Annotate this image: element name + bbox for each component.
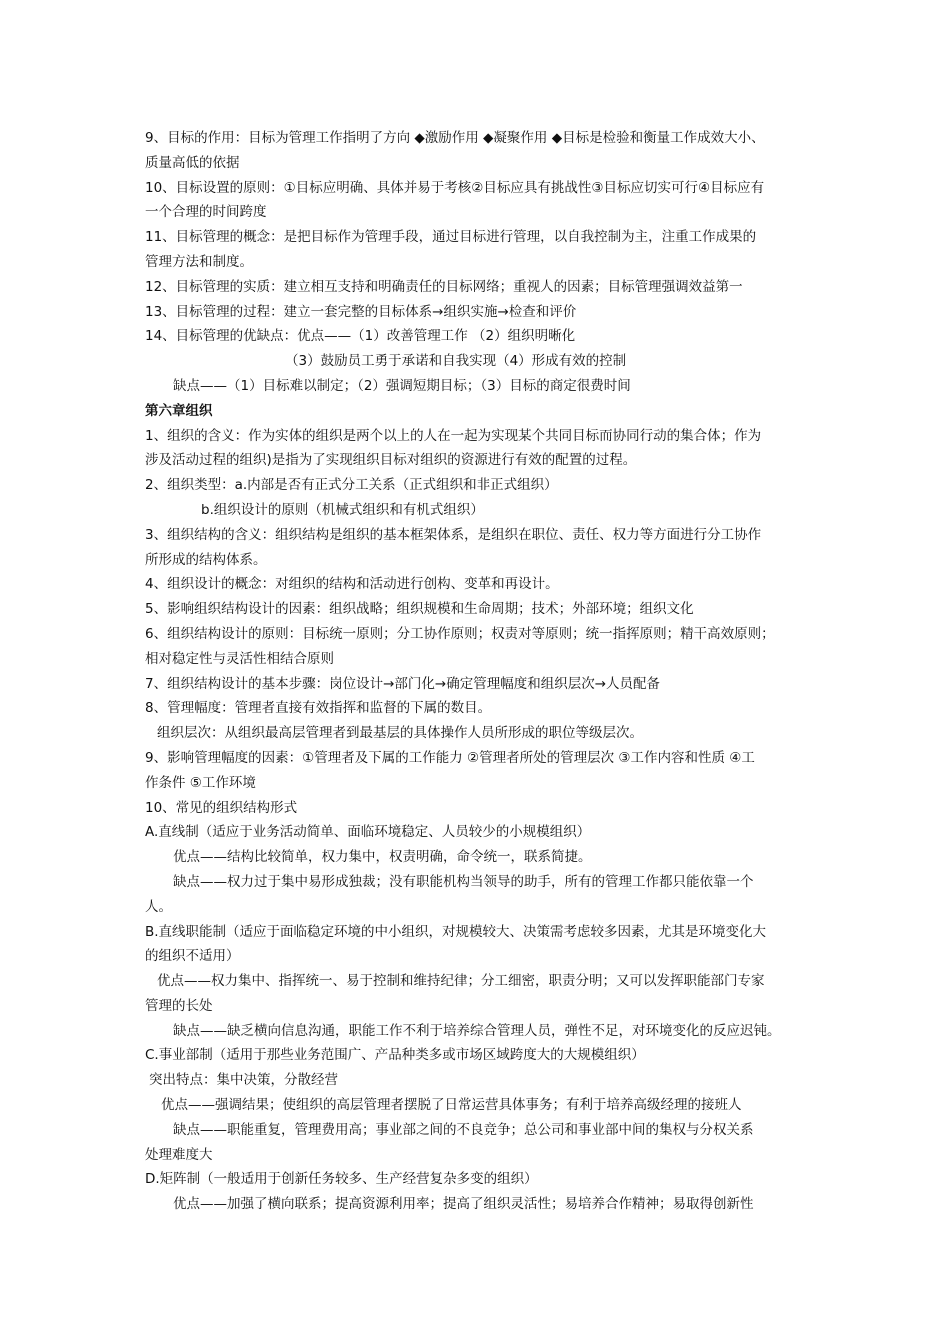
text-line: D.矩阵制（一般适用于创新任务较多、生产经营复杂多变的组织） (145, 1171, 538, 1188)
text-line: 优点——强调结果；使组织的高层管理者摆脱了日常运营具体事务；有利于培养高级经理的接班人 (161, 1097, 742, 1114)
text-line: 突出特点：集中决策，分散经营 (149, 1072, 338, 1089)
text-line: A.直线制（适应于业务活动简单、面临环境稳定、人员较少的小规模组织） (145, 824, 591, 841)
text-line: 管理方法和制度。 (145, 253, 253, 270)
text-line: 所形成的结构体系。 (145, 551, 267, 568)
text-line: 14、目标管理的优缺点：优点——（1）改善管理工作 （2）组织明晰化 (145, 328, 576, 345)
text-line: 2、组织类型：a.内部是否有正式分工关系（正式组织和非正式组织） (145, 477, 558, 494)
text-line: 12、目标管理的实质：建立相互支持和明确责任的目标网络；重视人的因素；目标管理强调效益第一 (145, 278, 743, 295)
text-line: B.直线职能制（适应于面临稳定环境的中小组织，对规模较大、决策需考虑较多因素，尤其是环境变化大 (145, 923, 767, 940)
text-line: 1、组织的含义：作为实体的组织是两个以上的人在一起为实现某个共同目标而协同行动的集合体；作为 (145, 427, 762, 444)
text-line: 9、影响管理幅度的因素：①管理者及下属的工作能力 ②管理者所处的管理层次 ③工作内容和性质 ④工 (145, 749, 755, 766)
text-line: 的组织不适用） (145, 948, 240, 965)
text-line: 优点——加强了横向联系；提高资源利用率；提高了组织灵活性；易培养合作精神；易取得创新性 (173, 1196, 754, 1213)
text-line: 人。 (145, 898, 172, 915)
text-line: 处理难度大 (145, 1146, 213, 1163)
text-line: 6、组织结构设计的原则：目标统一原则；分工协作原则；权责对等原则；统一指挥原则；精干高效原则； (145, 625, 775, 642)
text-line: 10、常见的组织结构形式 (145, 799, 298, 816)
text-line: 13、目标管理的过程：建立一套完整的目标体系→组织实施→检查和评价 (145, 303, 577, 320)
text-line: 涉及活动过程的组织)是指为了实现组织目标对组织的资源进行有效的配置的过程。 (145, 452, 637, 469)
text-line: 9、目标的作用：目标为管理工作指明了方向 ◆激励作用 ◆凝聚作用 ◆目标是检验和衡量工作成效大小、 (145, 130, 765, 146)
document-body (145, 126, 825, 1217)
text-line: 11、目标管理的概念：是把目标作为管理手段，通过目标进行管理，以自我控制为主，注重工作成果的 (145, 229, 757, 246)
text-line: 一个合理的时间跨度 (145, 204, 267, 221)
text-line: 8、管理幅度：管理者直接有效指挥和监督的下属的数目。 (145, 700, 492, 717)
text-line: 作条件 ⑤工作环境 (145, 774, 256, 791)
text-line: 缺点——权力过于集中易形成独裁；没有职能机构当领导的助手，所有的管理工作都只能依靠一个 (173, 873, 754, 890)
text-line: b.组织设计的原则（机械式组织和有机式组织） (201, 501, 484, 518)
text-line: 4、组织设计的概念：对组织的结构和活动进行创构、变革和再设计。 (145, 576, 559, 593)
text-line: （3）鼓励员工勇于承诺和自我实现（4）形成有效的控制 (285, 353, 627, 370)
text-line: 缺点——职能重复，管理费用高；事业部之间的不良竞争；总公司和事业部中间的集权与分权关系 (173, 1121, 754, 1138)
text-line: 质量高低的依据 (145, 154, 240, 171)
text-line: 缺点——（1）目标难以制定；（2）强调短期目标；（3）目标的商定很费时间 (173, 377, 631, 394)
text-line: 缺点——缺乏横向信息沟通，职能工作不利于培养综合管理人员，弹性不足，对环境变化的反应迟钝。 (173, 1022, 781, 1039)
chapter-heading: 第六章组织 (145, 402, 213, 419)
text-line: 优点——权力集中、指挥统一、易于控制和维持纪律；分工细密，职责分明；又可以发挥职能部门专家 (157, 973, 765, 990)
text-line: 3、组织结构的含义：组织结构是组织的基本框架体系，是组织在职位、责任、权力等方面进行分工协作 (145, 526, 762, 543)
text-line: 相对稳定性与灵活性相结合原则 (145, 650, 334, 667)
text-line: 7、组织结构设计的基本步骤：岗位设计→部门化→确定管理幅度和组织层次→人员配备 (145, 675, 661, 692)
text-line: 5、影响组织结构设计的因素：组织战略；组织规模和生命周期；技术；外部环境；组织文化 (145, 601, 694, 618)
text-line: 管理的长处 (145, 997, 213, 1014)
text-line: C.事业部制（适用于那些业务范围广、产品种类多或市场区域跨度大的大规模组织） (145, 1047, 645, 1064)
text-line: 优点——结构比较简单，权力集中，权责明确，命令统一，联系简捷。 (173, 849, 592, 866)
text-line: 组织层次：从组织最高层管理者到最基层的具体操作人员所形成的职位等级层次。 (157, 725, 643, 742)
text-line: 10、目标设置的原则：①目标应明确、具体并易于考核②目标应具有挑战性③目标应切实可行④目标应有 (145, 179, 765, 196)
